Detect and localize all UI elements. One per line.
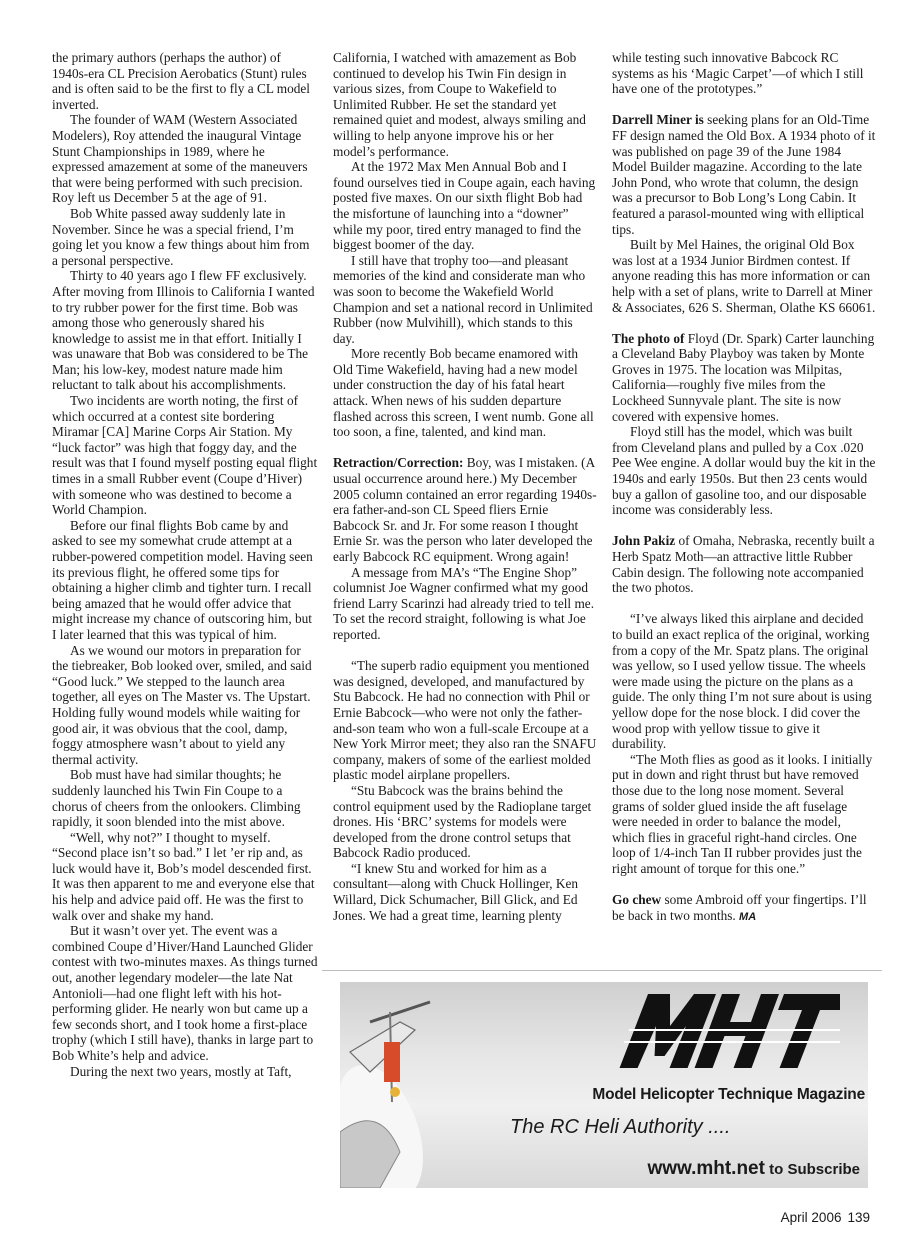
paragraph-text: some Ambroid off your fingertips. I’ll be back in two months.	[612, 892, 867, 923]
paragraph-text: -inch Tan II rubber provides just the right amount of torque for this one.”	[612, 845, 862, 876]
page-number: 139	[847, 1210, 870, 1225]
paragraph-text: Boy, was I mistaken. (A usual occurrence around here.) My December 2005 column contained an error regarding 1940s-era father-and-son CL Speed fliers Ernie Babcock Sr. and Jr. For some reason I thought Ernie Sr. was the person who later developed the early Babcock RC equipment. Wrong again!	[333, 455, 597, 564]
paragraph: During the next two years, mostly at Taft,	[70, 1063, 292, 1079]
section-paragraph	[612, 112, 876, 237]
ad-slogan: The RC Heli Authority ....	[510, 1116, 731, 1138]
paragraph: “Well, why not?” I thought to myself. “Second place isn’t so bad.” I let ’er rip and, as luck would have it, Bob’s model descended first. It was then apparent to me and everyone else that his help and advice paid off. He was the first to walk over and shake my hand.	[52, 829, 315, 923]
paragraph: Built by Mel Haines, the original Old Box was lost at a 1934 Junior Birdmen contest. If anyone reading this has more information or can help with a set of plans, write to Darrell at Miner & Associates, 626 S. Sherman, Olathe KS 66061.	[612, 237, 876, 315]
section-lead: Retraction/Correction:	[333, 455, 464, 471]
paragraph: More recently Bob became enamored with Old Time Wakefield, having had a new model under construction the day of his fatal heart attack. When news of his sudden departure flashed across this screen, I went numb. Gone all too soon, a fine, talented, and kind man.	[333, 346, 594, 440]
issue-date: April 2006	[780, 1210, 842, 1225]
paragraph-text: “The Moth flies as good as it looks. I initially put in down and right thrust but have removed those due to the long nose moment. Several grams of solder glued inside the aft fuselage were needed in order to balance the model, which flies in graceful right-hand circles. One loop of	[612, 751, 873, 861]
article-column-3	[612, 50, 876, 925]
section-lead: Darrell Miner is	[612, 112, 704, 128]
section-paragraph	[612, 892, 876, 925]
paragraph: Two incidents are worth noting, the first of which occurred at a contest site bordering Miramar [CA] Marine Corps Air Station. My “luck factor” was high that foggy day, and the result was that I found myself posting equal flight times in a small Rubber event (Coupe d’Hiver) with someone who was destined to become a World Champion.	[52, 393, 318, 518]
section-lead: Go chew	[612, 892, 662, 908]
ad-url-link[interactable]: www.mht.net	[647, 1158, 765, 1179]
paragraph: the primary authors (perhaps the author) of 1940s-era CL Precision Aerobatics (Stunt) rules and is often said to be the first to fly a CL model inverted.	[52, 50, 311, 112]
page-footer	[781, 1210, 870, 1225]
quote-paragraph: “I knew Stu and worked for him as a consultant—along with Chuck Hollinger, Ken Willard, Dick Schumacher, Bill Glick, and Ed Jones. We had a great time, learning plenty	[333, 860, 579, 923]
section-paragraph	[612, 331, 876, 425]
ad-tagline: Model Helicopter Technique Magazine	[592, 1086, 865, 1103]
helicopter-illustration	[340, 982, 490, 1188]
section-lead: John Pakiz	[612, 533, 676, 549]
paragraph: Floyd still has the model, which was built from Cleveland plans and pulled by a Cox .020 Pee Wee engine. A dollar would buy the kit in the 1940s and early 1950s. But then 23 cents would buy a gallon of gasoline too, and our disposable income was considerably less.	[612, 424, 876, 518]
article-column-1	[52, 50, 318, 1079]
quote-paragraph: “Stu Babcock was the brains behind the control equipment used by the Radioplane target drones. His ‘BRC’ systems for models were developed from the drone control setups that Babcock Radio produced.	[333, 782, 592, 861]
paragraph: I still have that trophy too—and pleasant memories of the kind and considerate man who was soon to become the Wakefield World Champion and set a national record in Unlimited Rubber (now Mulvihill), which stands to this day.	[333, 252, 593, 346]
quote-paragraph	[612, 752, 876, 877]
paragraph: But it wasn’t over yet. The event was a combined Coupe d’Hiver/Hand Launched Glider contest with two-minutes maxes. As things turned out, another legendary modeler—the late Nat Antonioli—had one flight left with his hot-performing glider. He nearly won but came up a few seconds short, and I took home a first-place trophy (which I still have), thanks in large part to Bob White’s help and advice.	[52, 923, 318, 1063]
paragraph: A message from MA’s “The Engine Shop” columnist Joe Wagner confirmed what my good friend Larry Scarinzi had already tried to tell me. To set the record straight, following is what Joe reported.	[333, 564, 595, 642]
paragraph-text: of Omaha, Nebraska, recently built a Herb Spatz Moth—an attractive little Rubber Cabin design. The following note accompanied the two photos.	[612, 533, 875, 596]
paragraph: while testing such innovative Babcock RC systems as his ‘Magic Carpet’—of which I still have one of the prototypes.”	[612, 50, 864, 97]
paragraph-text: seeking plans for an Old-Time FF design named the Old Box. A 1934 photo of it was published on page 39 of the June 1984 Model Builder magazine. According to the late John Pond, who wrote that column, the design was a precursor to Bob Long’s Long Cabin. It featured a parasol-mounted wing with elliptical tips.	[612, 112, 876, 237]
article-column-2	[333, 50, 597, 923]
ad-subscribe-line	[550, 1158, 860, 1180]
section-paragraph	[612, 533, 876, 595]
paragraph-text: Floyd (Dr. Spark) Carter launching a Cleveland Baby Playboy was taken by Monte Groves in 1975. The location was Milpitas, California—roughly five miles from the Lockheed Sunnyvale plant. The site is now covered with expensive homes.	[612, 330, 875, 424]
quote-paragraph: “The superb radio equipment you mentioned was designed, developed, and manufactured by Stu Babcock. He had no connection with Phil or Ernie Babcock—who were not only the father-and-son team who won a full-scale Ercoupe at a New York Mirror meet; they also ran the SNAFU company, makers of some of the earliest molded plastic model airplane propellers.	[333, 658, 597, 783]
section-lead: The photo of	[612, 330, 685, 346]
paragraph: California, I watched with amazement as Bob continued to develop his Twin Fin design in various sizes, from Coupe to Wakefield to Unlimited Rubber. He set the standard yet remained quiet and modest, always smiling and willing to help anyone improve his or her model’s performance.	[333, 50, 586, 159]
paragraph: The founder of WAM (Western Associated Modelers), Roy attended the inaugural Vintage Stunt Championships in 1989, where he expressed amazement at some of the maneuvers that were being performed with such precision. Roy left us December 5 at the age of 91.	[52, 112, 308, 206]
paragraph: Thirty to 40 years ago I flew FF exclusively. After moving from Illinois to California I wanted to try rubber power for the first time. Bob was among those who generously shared his knowledge to assist me in that effort. Initially I was unaware that Bob was considered to be The Man; his low-key, modest nature made him reluctant to talk about his accomplishments.	[52, 268, 315, 393]
fraction: 1/4	[653, 845, 671, 861]
paragraph: At the 1972 Max Men Annual Bob and I found ourselves tied in Coupe again, each having posted five maxes. On our sixth flight Bob had the misfortune of launching into a “downer” while my poor, tired entry managed to find the biggest boomer of the day.	[333, 159, 596, 253]
mht-advertisement[interactable]	[340, 982, 868, 1188]
quote-paragraph: “I’ve always liked this airplane and decided to build an exact replica of the original, working from a copy of the Mr. Spatz plans. The original was yellow, so I used yellow tissue. The wheels were made using the picture on the plans as a guide. The only thing I’m not sure about is using yellow dope for the nose block. I did cover the wood prop with yellow tissue to give it durability.	[612, 611, 872, 752]
paragraph: Bob must have had similar thoughts; he suddenly launched his Twin Fin Coupe to a chorus of cheers from the onlookers. Climbing rapidly, it soon blended into the mist above.	[52, 767, 301, 830]
ad-subscribe-text: to Subscribe	[764, 1161, 860, 1178]
paragraph: Bob White passed away suddenly late in November. Since he was a special friend, I’m going let you know a few things about him from a personal perspective.	[52, 205, 310, 268]
mht-logo	[610, 986, 840, 1076]
paragraph: As we wound our motors in preparation for the tiebreaker, Bob looked over, smiled, and said “Good luck.” We stepped to the launch area together, all eyes on The Master vs. The Upstart. Holding fully wound models while waiting for good air, it was obvious that the cool, damp, foggy atmosphere wasn’t about to yield any thermal activity.	[52, 642, 312, 767]
ma-end-mark: MA	[739, 910, 757, 923]
section-paragraph	[333, 455, 597, 564]
paragraph: Before our final flights Bob came by and asked to see my somewhat crude attempt at a rubber-powered competition model. Having seen its previous flight, he offered some tips for obtaining a higher climb and tighter turn. I recall being amazed that he would offer advice that might increase my chance of outscoring him, but I later learned that this was typical of him.	[52, 517, 313, 642]
